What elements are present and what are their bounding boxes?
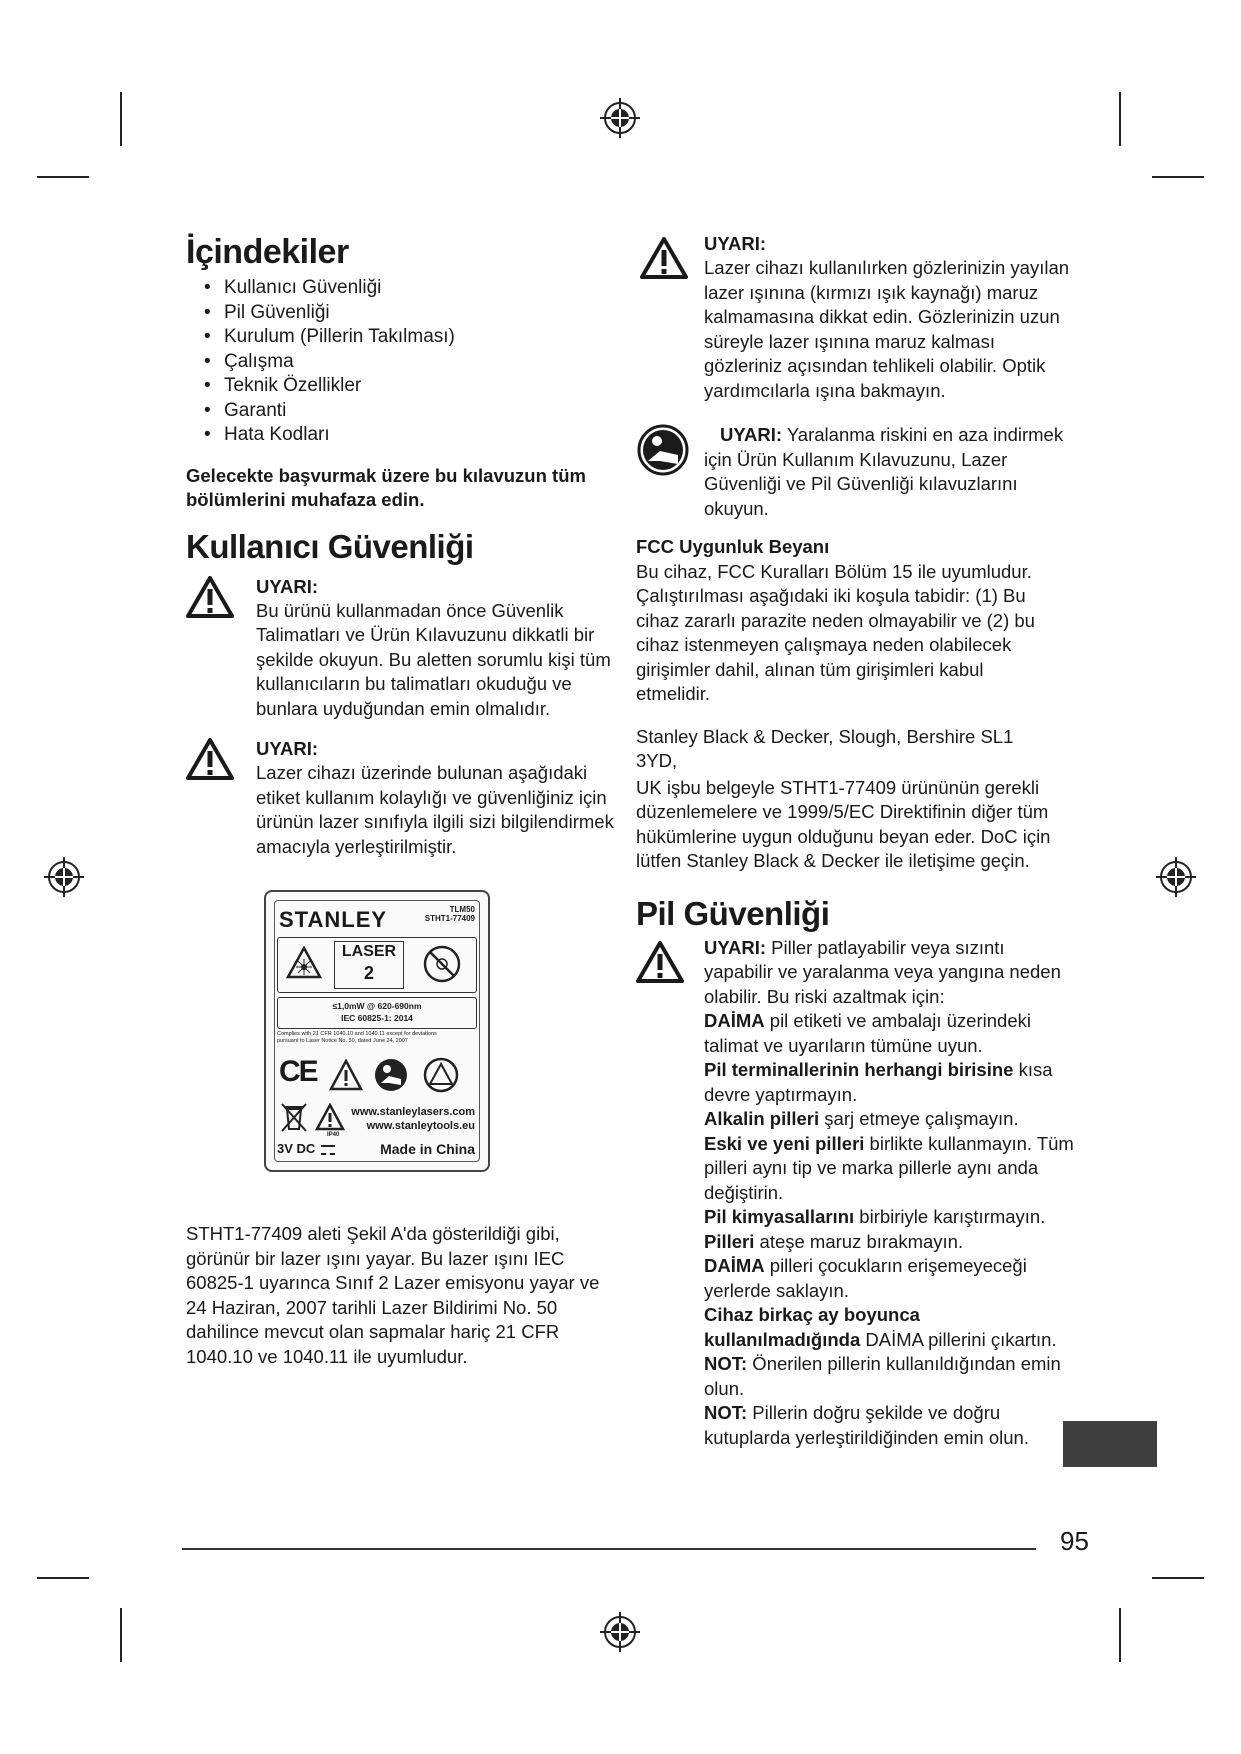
- weee-bin-icon: [279, 1101, 309, 1133]
- left-column: [186, 232, 616, 859]
- toc-item: • Teknik Özellikler: [204, 374, 616, 399]
- user-safety-warning-2: [186, 737, 616, 859]
- label-compliance-line1: Complies with 21 CFR 1040.10 and 1040.11 except for deviations: [277, 1031, 437, 1037]
- warning-triangle-icon: [315, 1103, 345, 1131]
- warning-title: UYARI:: [720, 424, 783, 445]
- crop-mark: [1152, 1577, 1204, 1579]
- label-spec-power: ≤1,0mW @ 620-690nm: [332, 1001, 422, 1011]
- dc-symbol-icon: [321, 1145, 335, 1155]
- label-laser-word: LASER: [341, 943, 397, 960]
- read-manual-icon: [636, 423, 690, 477]
- crop-mark: [1119, 1608, 1121, 1662]
- battery-rule: Cihaz birkaç ay boyunca kullanılmadığında DAİMA pillerini çıkartın.: [704, 1304, 1057, 1350]
- battery-rule: DAİMA pil etiketi ve ambalajı üzerindeki talimat ve uyarıların tümüne uyun.: [704, 1010, 1031, 1056]
- warning-title: UYARI:: [704, 233, 767, 254]
- read-manual-icon: [373, 1057, 409, 1093]
- battery-rule: Pilleri ateşe maruz bırakmayın.: [704, 1230, 964, 1252]
- user-safety-title: Kullanıcı Güvenliği: [186, 527, 474, 565]
- user-safety-warning-1: [186, 575, 616, 722]
- battery-note: NOT: Önerilen pillerin kullanıldığından emin olun.: [704, 1353, 1061, 1399]
- toc-item: • Garanti: [204, 399, 616, 424]
- crop-mark: [1119, 92, 1121, 146]
- fcc-text: Bu cihaz, FCC Kuralları Bölüm 15 ile uyumludur. Çalıştırılması aşağıdaki iki koşula tabidir: (1) Bu cihaz zararlı parazite neden olmayabilir ve (2) bu cihaz istenmeyen çalışmaya neden olabilecek girişimler dahil, alınan tüm girişimleri kabul etmelidir.: [636, 560, 1035, 704]
- no-stare-into-beam-icon: [422, 944, 462, 984]
- warning-title: UYARI:: [704, 936, 767, 958]
- warning-text: Piller patlayabilir veya sızıntı yapabilir ve yaralanma veya yangına neden olabilir. Bu riski azaltmak için:: [704, 936, 1061, 1007]
- toc-item: • Kurulum (Pillerin Takılması): [204, 325, 616, 350]
- warning-triangle-icon: [640, 236, 688, 280]
- warning-triangle-icon: [186, 575, 234, 619]
- fcc-section: [636, 535, 1076, 707]
- battery-safety-title: Pil Güvenliği: [636, 894, 830, 932]
- warning-title: UYARI:: [256, 575, 319, 597]
- label-url-tools: www.stanleytools.eu: [366, 1120, 475, 1132]
- registration-mark-icon: [42, 855, 86, 899]
- crop-mark: [37, 1577, 89, 1579]
- toc-title: İçindekiler: [186, 233, 349, 271]
- label-spec-standard: IEC 60825-1: 2014: [341, 1013, 413, 1023]
- registration-mark-icon: [1154, 855, 1198, 899]
- toc-item: • Çalışma: [204, 350, 616, 375]
- crop-mark: [1152, 176, 1204, 178]
- battery-note: NOT: Pillerin doğru şekilde ve doğru kutuplarda yerleştirildiğinden emin olun.: [704, 1402, 1029, 1448]
- laser-eye-warning: [636, 232, 1076, 403]
- registration-mark-icon: [598, 96, 642, 140]
- warning-text: Lazer cihazı kullanılırken gözlerinizin yayılan lazer ışınına (kırmızı ışık kaynağı) maruz kalmamasına dikkat edin. Gözlerinizin uzun süreyle lazer ışınına maruz kalması gözleriniz açısından tehlikeli olabilir. Optik yardımcılarla ışına bakmayın.: [704, 257, 1070, 401]
- label-model-bottom: STHT1-77409: [424, 914, 475, 923]
- battery-warning: [636, 936, 1076, 1451]
- page-number: 95: [1060, 1526, 1089, 1556]
- declaration-text: UK işbu belgeyle STHT1-77409 ürününün gerekli düzenlemelere ve 1999/5/EC Direktifinin diğer tüm hükümlerine uygun olduğunu beyan eder. DoC için lütfen Stanley Black & Decker ile iletişime geçin.: [636, 776, 1051, 871]
- declaration-line1: Stanley Black & Decker, Slough, Bershire SL1 3YD,: [636, 725, 1014, 771]
- battery-rule: Pil terminallerinin herhangi birisine kısa devre yaptırmayın.: [704, 1059, 1053, 1105]
- ce-mark: CE: [279, 1055, 317, 1088]
- laser-warning-icon: [286, 946, 322, 980]
- battery-rule: Alkalin pilleri şarj etmeye çalışmayın.: [704, 1108, 1019, 1129]
- toc-item: • Hata Kodları: [204, 423, 616, 448]
- warning-triangle-icon: [329, 1059, 363, 1091]
- warning-text: Bu ürünü kullanmadan önce Güvenlik Talimatları ve Ürün Kılavuzunu dikkatli bir şekilde okuyun. Bu aletten sorumlu kişi tüm kullanıcıların bu talimatları okuduğu ve bunlara uyduğundan emin olmalıdır.: [256, 599, 611, 719]
- label-model-top: TLM50: [449, 905, 475, 914]
- warning-triangle-icon: [186, 737, 234, 781]
- toc-list: [186, 276, 616, 448]
- warning-text: Yaralanma riskini en aza indirmek için Ürün Kullanım Kılavuzunu, Lazer Güvenliği ve Pil Güvenliği kılavuzlarını okuyun.: [704, 424, 1064, 519]
- label-brand: STANLEY: [279, 907, 388, 932]
- keep-manual-note: Gelecekte başvurmak üzere bu kılavuzun tüm bölümlerini muhafaza edin.: [186, 464, 586, 510]
- label-url-lasers: www.stanleylasers.com: [351, 1106, 475, 1118]
- label-laser-class: 2: [363, 963, 374, 983]
- battery-rule: Eski ve yeni pilleri birlikte kullanmayın. Tüm pilleri aynı tip ve marka pillerle aynı anda değiştirin.: [704, 1132, 1074, 1203]
- label-compliance-line2: pursuant to Laser Notice No. 50, dated June 24, 2007: [277, 1038, 408, 1044]
- section-tab: [1063, 1421, 1157, 1467]
- product-label: [264, 890, 490, 1172]
- toc-item: • Pil Güvenliği: [204, 301, 616, 326]
- battery-rule: Pil kimyasallarını birbiriyle karıştırmayın.: [704, 1206, 1046, 1227]
- crop-mark: [37, 176, 89, 178]
- fcc-title: FCC Uygunluk Beyanı: [636, 536, 830, 557]
- warning-title: UYARI:: [256, 738, 319, 759]
- battery-warning-icon: [421, 1057, 461, 1093]
- warning-triangle-icon: [636, 940, 684, 984]
- warning-text: Lazer cihazı üzerinde bulunan aşağıdaki etiket kullanım kolaylığı ve güvenliğiniz için ürünün lazer sınıfıyla ilgili sizi bilgilendirmek amacıyla yerleştirilmiştir.: [256, 762, 614, 857]
- registration-mark-icon: [598, 1610, 642, 1654]
- label-made-in: Made in China: [380, 1141, 475, 1157]
- laser-description: STHT1-77409 aleti Şekil A'da gösterildiği gibi, görünür bir lazer ışını yayar. Bu lazer ışını IEC 60825-1 uyarınca Sınıf 2 Lazer emisyonu yayar ve 24 Haziran, 2007 tarihli Lazer Bildirimi No. 50 dahilince mevcut olan sapmalar hariç 21 CFR 1040.10 ve 1040.11 ile uyumludur.: [186, 1223, 600, 1367]
- crop-mark: [120, 1608, 122, 1662]
- battery-rule: DAİMA pilleri çocukların erişemeyeceği yerlerde saklayın.: [704, 1255, 1027, 1301]
- footer-rule: [182, 1548, 1036, 1550]
- declaration-section: [636, 725, 1056, 874]
- label-voltage: 3V DC: [277, 1141, 316, 1156]
- toc-item: • Kullanıcı Güvenliği: [204, 276, 616, 301]
- read-manual-warning: [636, 423, 1076, 521]
- label-ip-rating: IP40: [327, 1132, 340, 1138]
- right-column: [636, 232, 1076, 1450]
- crop-mark: [120, 92, 122, 146]
